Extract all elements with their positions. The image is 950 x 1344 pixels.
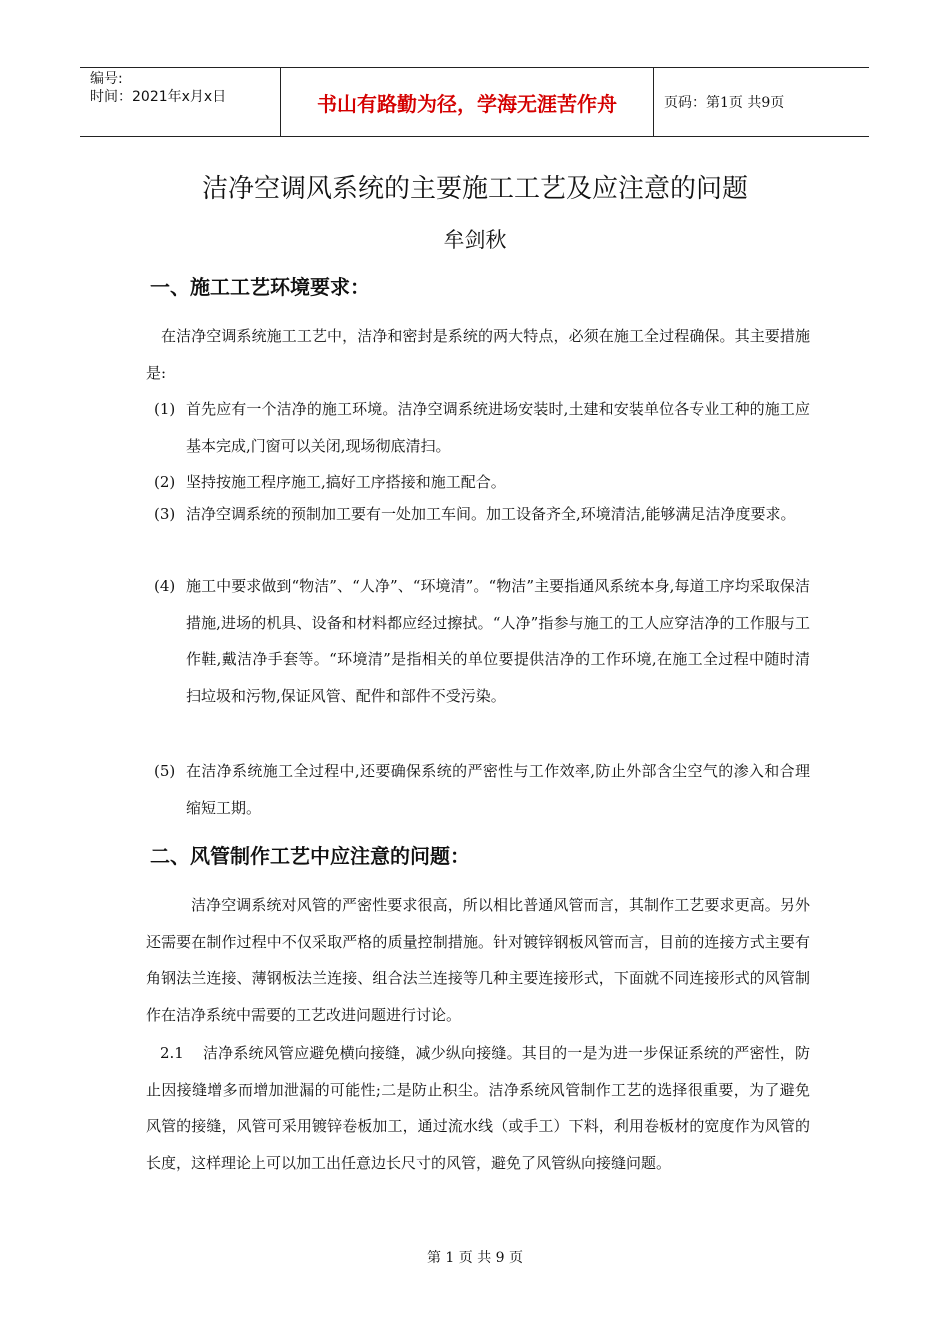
document-author: 牟剑秋 xyxy=(443,228,507,252)
number-label: 编号: xyxy=(90,71,123,87)
date-label: 时间：2021年x月x日 xyxy=(90,89,227,105)
list-item-number: (1) xyxy=(154,400,176,418)
page-footer: 第 1 页 共 9 页 xyxy=(426,1250,524,1266)
section-2-heading: 二、风管制作工艺中应注意的问题： xyxy=(150,844,470,868)
section-1-intro: 在洁净空调系统施工工艺中，洁净和密封是系统的两大特点，必须在施工全过程确保。其主要措施是: xyxy=(146,327,810,382)
list-item-text: 洁净空调系统的预制加工要有一处加工车间。加工设备齐全,环境清洁,能够满足洁净度要求。 xyxy=(186,505,796,523)
list-item xyxy=(146,391,810,464)
list-item xyxy=(146,496,810,533)
paragraph-2-1 xyxy=(146,1035,810,1181)
header-meta xyxy=(80,68,281,136)
section-2-intro: 洁净空调系统对风管的严密性要求很高，所以相比普通风管而言，其制作工艺要求更高。另外还需要在制作过程中不仅采取严格的质量控制措施。针对镀锌钢板风管而言，目前的连接方式主要有角钢法兰连接、薄钢板法兰连接、组合法兰连接等几种主要连接形式，下面就不同连接形式的风管制作在洁净系统中需要的工艺改进问题进行讨论。 xyxy=(146,896,810,1024)
paragraph-text: 洁净系统风管应避免横向接缝，减少纵向接缝。其目的一是为进一步保证系统的严密性，防止因接缝增多而增加泄漏的可能性;二是防止积尘。洁净系统风管制作工艺的选择很重要，为了避免风管的接缝，风管可采用镀锌卷板加工，通过流水线（或手工）下料，利用卷板材的宽度作为风管的长度，这样理论上可以加工出任意边长尺寸的风管，避免了风管纵向接缝问题。 xyxy=(146,1044,810,1172)
list-item-text: 在洁净系统施工全过程中,还要确保系统的严密性与工作效率,防止外部含尘空气的渗入和合理缩短工期。 xyxy=(186,762,810,817)
header-page-info: 页码：第1页 共9页 xyxy=(664,95,785,111)
list-item-text: 施工中要求做到“物洁”、“人净”、“环境清”。“物洁”主要指通风系统本身,每道工序均采取保洁措施,进场的机具、设备和材料都应经过擦拭。“人净”指参与施工的工人应穿洁净的工作服与工作鞋,戴洁净手套等。“环境清”是指相关的单位要提供洁净的工作环境,在施工全过程中随时清扫垃圾和污物,保证风管、配件和部件不受污染。 xyxy=(186,577,810,705)
list-item-number: (5) xyxy=(154,762,176,780)
list-item-number: (2) xyxy=(154,473,176,491)
header-motto: 书山有路勤为径，学海无涯苦作舟 xyxy=(281,68,654,136)
list-item xyxy=(146,753,810,826)
list-item-text: 首先应有一个洁净的施工环境。洁净空调系统进场安装时,土建和安装单位各专业工种的施工应基本完成,门窗可以关闭,现场彻底清扫。 xyxy=(186,400,810,455)
document-header xyxy=(80,67,869,137)
document-title: 洁净空调风系统的主要施工工艺及应注意的问题 xyxy=(201,174,748,204)
paragraph-number: 2.1 xyxy=(160,1044,184,1062)
section-1-heading: 一、施工工艺环境要求： xyxy=(150,275,370,299)
list-item-number: (3) xyxy=(154,505,176,523)
list-item-number: (4) xyxy=(154,577,176,595)
list-item-text: 坚持按施工程序施工,搞好工序搭接和施工配合。 xyxy=(186,473,506,491)
list-item xyxy=(146,568,810,714)
